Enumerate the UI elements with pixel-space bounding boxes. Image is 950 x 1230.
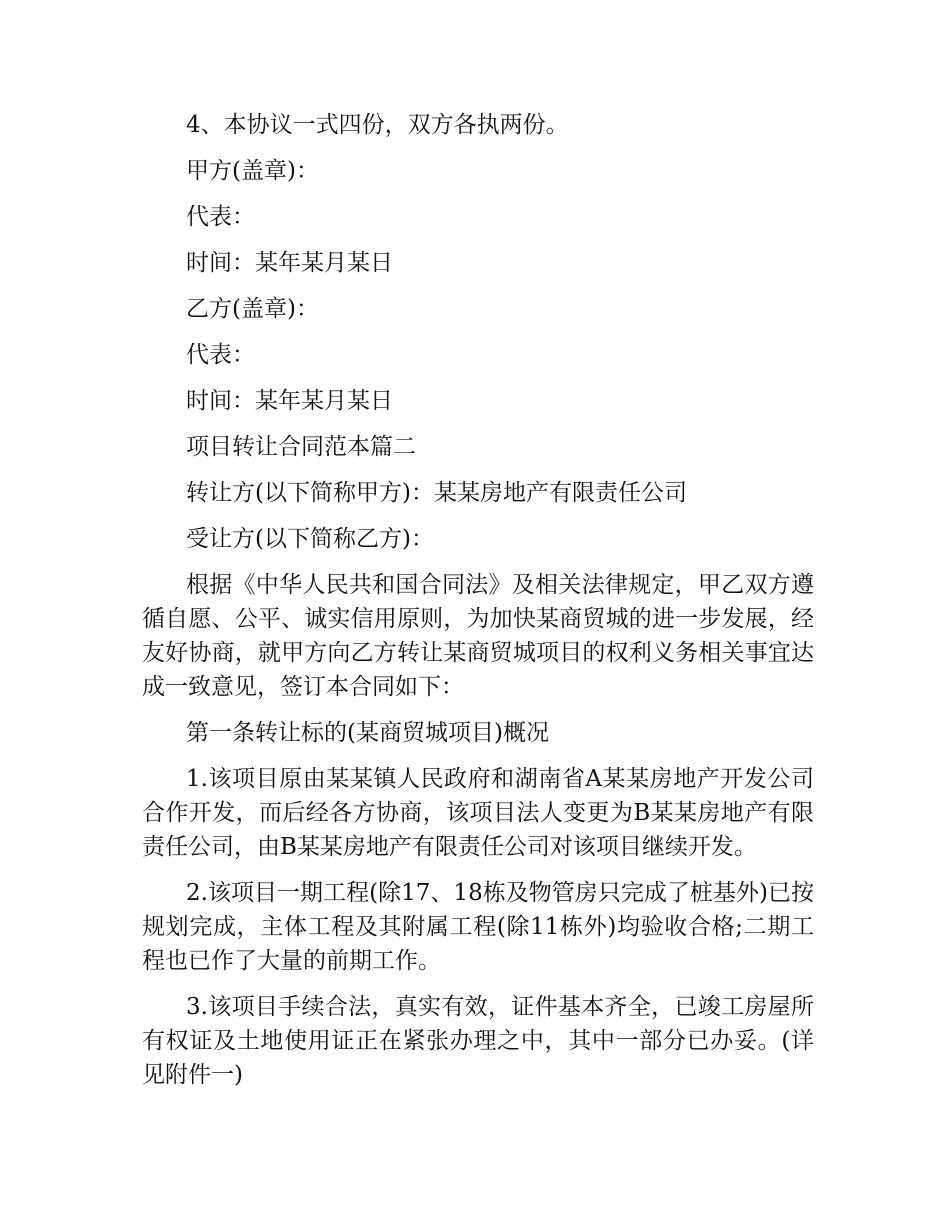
party-a-representative: 代表： bbox=[186, 204, 255, 230]
article-1-title: 第一条转让标的(某商贸城项目)概况 bbox=[186, 720, 549, 746]
document-body bbox=[142, 108, 814, 1104]
article-1-item-3: 3.该项目手续合法，真实有效，证件基本齐全，已竣工房屋所有权证及土地使用证正在紧张办理之中，其中一部分已办妥。(详见附件一) bbox=[142, 994, 814, 1088]
section-title: 项目转让合同范本篇二 bbox=[186, 434, 416, 460]
party-b-representative: 代表： bbox=[186, 342, 255, 368]
article-1-item-1: 1.该项目原由某某镇人民政府和湖南省A某某房地产开发公司合作开发，而后经各方协商，该项目法人变更为B某某房地产有限责任公司，由B某某房地产有限责任公司对该项目继续开发。 bbox=[142, 766, 814, 860]
transferee-line: 受让方(以下简称乙方)： bbox=[186, 526, 434, 552]
party-b-seal: 乙方(盖章)： bbox=[186, 296, 319, 322]
article-1-item-2: 2.该项目一期工程(除17、18栋及物管房只完成了桩基外)已按规划完成，主体工程及其附属工程(除11栋外)均验收合格;二期工程也已作了大量的前期工作。 bbox=[142, 880, 814, 974]
party-a-date: 时间：某年某月某日 bbox=[186, 250, 393, 276]
party-b-date: 时间：某年某月某日 bbox=[186, 388, 393, 414]
transferor-line: 转让方(以下简称甲方)：某某房地产有限责任公司 bbox=[186, 480, 687, 506]
party-a-seal: 甲方(盖章)： bbox=[186, 158, 319, 184]
clause-copies: 4、本协议一式四份，双方各执两份。 bbox=[186, 112, 569, 138]
intro-paragraph: 根据《中华人民共和国合同法》及相关法律规定，甲乙双方遵循自愿、公平、诚实信用原则，为加快某商贸城的进一步发展，经友好协商，就甲方向乙方转让某商贸城项目的权利义务相关事宜达成一致意见，签订本合同如下： bbox=[142, 572, 814, 700]
